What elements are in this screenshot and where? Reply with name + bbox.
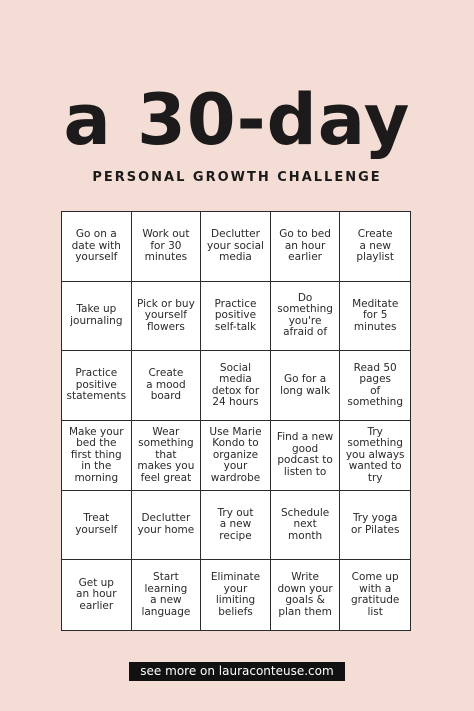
- challenge-cell: Take up journaling: [62, 282, 132, 352]
- challenge-cell: Go for a long walk: [271, 351, 341, 421]
- challenge-cell: Come up with a gratitude list: [351, 571, 400, 618]
- challenge-cell: Social media detox for 24 hours: [201, 351, 271, 421]
- page-subtitle: PERSONAL GROWTH CHALLENGE: [92, 170, 382, 185]
- challenge-cell: Create a mood board: [132, 351, 202, 421]
- challenge-cell: Start learning a new language: [132, 560, 202, 630]
- challenge-cell: Pick or buy yourself flowers: [132, 282, 202, 352]
- challenge-cell: Practice positive statements: [62, 351, 132, 421]
- challenge-cell: Work out for 30 minutes: [132, 212, 202, 282]
- challenge-cell: Declutter your home: [132, 491, 202, 561]
- challenge-cell: Try yoga or Pilates: [340, 491, 410, 561]
- challenge-grid: [61, 211, 411, 631]
- challenge-cell: Do something you're afraid of: [271, 282, 341, 352]
- challenge-cell: Try something you always wanted to try: [340, 421, 410, 491]
- challenge-cell: Wear something that makes you feel great: [132, 421, 202, 491]
- challenge-cell: Write down your goals & plan them: [271, 560, 341, 630]
- footer-link[interactable]: see more on lauraconteuse.com: [129, 662, 345, 681]
- challenge-cell: Get up an hour earlier: [62, 560, 132, 630]
- challenge-cell: Practice positive self-talk: [201, 282, 271, 352]
- challenge-cell: Treat yourself: [62, 491, 132, 561]
- challenge-cell: Schedule next month: [271, 491, 341, 561]
- challenge-cell: Make your bed the first thing in the morning: [62, 421, 132, 491]
- challenge-cell: Read 50 pages of something: [340, 351, 410, 421]
- challenge-cell: Go on a date with yourself: [62, 212, 132, 282]
- challenge-cell: Declutter your social media: [201, 212, 271, 282]
- challenge-cell: Meditate for 5 minutes: [340, 282, 410, 352]
- challenge-cell: Eliminate your limiting beliefs: [201, 560, 271, 630]
- challenge-cell: Use Marie Kondo to organize your wardrobe: [201, 421, 271, 491]
- challenge-cell: Try out a new recipe: [201, 491, 271, 561]
- challenge-cell: Find a new good podcast to listen to: [271, 421, 341, 491]
- page-title: a 30-day: [63, 79, 411, 161]
- challenge-cell: Create a new playlist: [340, 212, 410, 282]
- challenge-cell: Go to bed an hour earlier: [271, 212, 341, 282]
